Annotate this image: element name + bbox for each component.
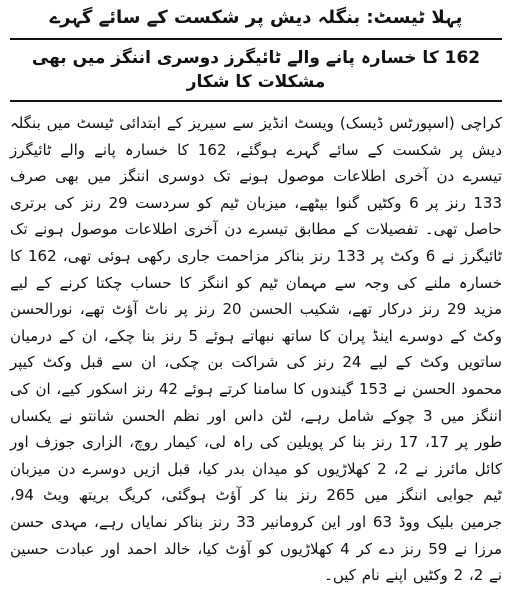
article-body: کراچی (اسپورٹس ڈیسک) ویسٹ انڈیز سے سیریز کے ابتدائی ٹیسٹ میں بنگلہ دیش پر شکست کے سائے گہرے ہوگئے، 162 کا خسارہ پانے والے ٹائیگرز تیسرے دن آخری اطلاعات موصول ہونے تک دوسری اننگز میں بھی صرف 133 رنز پر 6 وکٹیں گنوا بیٹھے، میزبان ٹیم کو سردست 29 رنز کی برتری حاصل تھی۔ تفصیلات کے مطابق تیسرے دن آخری اطلاعات موصول ہونے تک ٹائیگرز نے 6 وکٹ پر 133 رنز بناکر مزاحمت جاری رکھی ہوئی تھی، 162 کا خسارہ ملنے کی وجہ سے مہمان ٹیم کو اننگز کا حساب چکتا کرنے کے لیے مزید 29 رنز درکار تھے، شکیب الحسن 20 رنز پر ناٹ آؤٹ تھے، نورالحسن وکٹ کے دوسرے اینڈ پران کا ساتھ نبھاتے ہوئے 5 رنز بنا چکے، ان کے درمیان ساتویں وکٹ کے لیے 24 رنز کی شراکت بن چکی، ان سے قبل وکٹ کیپر محمود الحسن نے 153 گیندوں کا سامنا کرتے ہوئے 42 رنز اسکور کیے، ان کی اننگز میں 3 چوکے شامل رہے، لٹن داس اور نظم الحسن شانتو نے یکساں طور پر 17، 17 رنز بنا کر پویلین کی راہ لی، کیمار روچ، الزاری جوزف اور کائل مائرز نے 2، 2 کھلاڑیوں کو میدان بدر کیا، قبل ازیں دوسرے دن میزبان ٹیم جوابی اننگز میں 265 رنز بنا کر آؤٹ ہوگئی، کریگ بریتھ ویٹ 94، جرمین بلیک ووڈ 63 اور این کرومانیر 33 رنز بناکر نمایاں رہے، مہدی حسن مرزا نے 59 رنز دے کر 4 کھلاڑیوں کو آؤٹ کیا، خالد احمد اور عبادت حسین نے 2، 2 وکٹیں اپنے نام کیں۔	[10, 114, 503, 585]
subheadline-divider	[10, 100, 502, 102]
primary-headline: پہلا ٹیسٹ: بنگلہ دیش پر شکست کے سائے گہرے	[49, 7, 463, 28]
headline-divider	[10, 38, 502, 40]
secondary-headline: 162 کا خسارہ پانے والے ٹائیگرز دوسری اننگز میں بھی مشکلات کا شکار	[31, 48, 481, 92]
